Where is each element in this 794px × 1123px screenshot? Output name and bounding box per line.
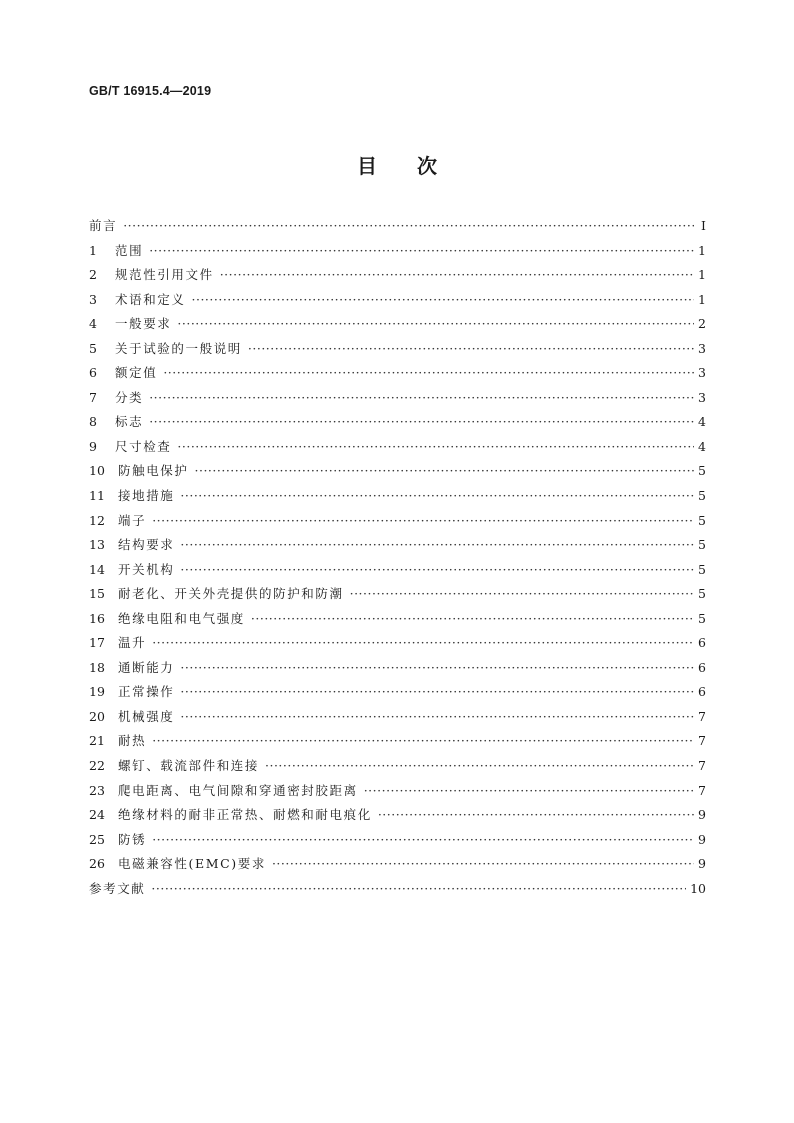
- toc-dot-leader: [248, 337, 694, 362]
- toc-entry-number: 26: [89, 856, 105, 872]
- toc-entry-label: 爬电距离、电气间隙和穿通密封胶距离: [118, 782, 358, 798]
- toc-entry[interactable]: [89, 337, 706, 362]
- toc-entry-number: 1: [89, 242, 97, 258]
- toc-entry[interactable]: [89, 484, 706, 509]
- toc-entry-label: 标志: [115, 414, 144, 430]
- toc-dot-leader: [364, 779, 694, 804]
- toc-entry-page: 9: [698, 807, 706, 823]
- toc-entry-number: 23: [89, 782, 105, 798]
- toc-entry-label: 耐老化、开关外壳提供的防护和防潮: [118, 586, 344, 602]
- toc-entry-number: 8: [89, 414, 97, 430]
- toc-entry-page: 2: [698, 316, 706, 332]
- toc-entry-label: 结构要求: [118, 537, 175, 553]
- toc-dot-leader: [350, 582, 694, 607]
- toc-dot-leader: [152, 509, 694, 534]
- toc-entry-page: 4: [698, 414, 706, 430]
- toc-entry-page: 3: [698, 365, 706, 381]
- toc-entry-label: 防锈: [118, 831, 147, 847]
- toc-entry-number: 5: [89, 340, 97, 356]
- toc-entry-number: 6: [89, 365, 97, 381]
- toc-entry-page: 5: [698, 537, 706, 553]
- toc-dot-leader: [180, 656, 694, 681]
- toc-entry[interactable]: [89, 410, 706, 435]
- page-title: [0, 150, 794, 179]
- toc-entry[interactable]: [89, 656, 706, 681]
- toc-entry-label: 一般要求: [115, 316, 172, 332]
- toc-dot-leader: [149, 386, 694, 411]
- toc-entry-page: 1: [698, 267, 706, 283]
- toc-entry[interactable]: [89, 729, 706, 754]
- toc-dot-leader: [149, 239, 694, 264]
- toc-entry-page: 10: [690, 880, 706, 896]
- toc-entry-page: 1: [698, 291, 706, 307]
- toc-dot-leader: [272, 852, 694, 877]
- toc-entry[interactable]: [89, 288, 706, 313]
- toc-dot-leader: [152, 631, 694, 656]
- toc-dot-leader: [180, 533, 694, 558]
- toc-entry[interactable]: [89, 779, 706, 804]
- toc-entry-page: 6: [698, 659, 706, 675]
- toc-entry-number: 3: [89, 291, 97, 307]
- toc-entry-label: 防触电保护: [118, 463, 189, 479]
- toc-entry-label: 术语和定义: [115, 291, 186, 307]
- toc-entry-page: 5: [698, 586, 706, 602]
- toc-entry-number: 4: [89, 316, 97, 332]
- toc-dot-leader: [151, 877, 686, 902]
- toc-entry-number: 21: [89, 733, 105, 749]
- toc-dot-leader: [177, 312, 694, 337]
- toc-entry-label: 正常操作: [118, 684, 175, 700]
- toc-entry-page: 1: [698, 242, 706, 258]
- toc-entry-label: 螺钉、载流部件和连接: [118, 758, 260, 774]
- toc-dot-leader: [180, 680, 694, 705]
- toc-entry-number: 19: [89, 684, 105, 700]
- toc-entry-page: 7: [698, 758, 706, 774]
- toc-entry-number: 13: [89, 537, 105, 553]
- toc-entry[interactable]: [89, 263, 706, 288]
- toc-entry[interactable]: [89, 877, 706, 902]
- toc-entry-page: 6: [698, 684, 706, 700]
- toc-entry[interactable]: [89, 607, 706, 632]
- toc-entry-label: 分类: [115, 389, 144, 405]
- toc-entry-label: 尺寸检查: [115, 438, 172, 454]
- toc-entry-label: 关于试验的一般说明: [115, 340, 242, 356]
- toc-dot-leader: [177, 435, 694, 460]
- toc-entry-page: 7: [698, 708, 706, 724]
- toc-dot-leader: [123, 214, 694, 239]
- toc-entry-number: 2: [89, 267, 97, 283]
- toc-entry[interactable]: [89, 754, 706, 779]
- toc-entry-number: 16: [89, 610, 105, 626]
- toc-entry-page: 3: [698, 389, 706, 405]
- toc-entry[interactable]: [89, 680, 706, 705]
- toc-dot-leader: [378, 803, 694, 828]
- toc-entry[interactable]: [89, 312, 706, 337]
- toc-dot-leader: [180, 558, 694, 583]
- toc-entry-number: 15: [89, 586, 105, 602]
- toc-entry-label: 参考文献: [89, 880, 146, 896]
- toc-entry-label: 接地措施: [118, 488, 175, 504]
- toc-entry[interactable]: [89, 803, 706, 828]
- toc-entry-label: 前言: [89, 218, 118, 233]
- toc-entry-number: 14: [89, 561, 105, 577]
- toc-dot-leader: [220, 263, 694, 288]
- toc-entry[interactable]: [89, 386, 706, 411]
- toc-entry-number: 12: [89, 512, 105, 528]
- toc-entry-number: 25: [89, 831, 105, 847]
- toc-entry[interactable]: [89, 361, 706, 386]
- toc-entry[interactable]: [89, 558, 706, 583]
- toc-entry-page: 5: [698, 488, 706, 504]
- toc-entry[interactable]: [89, 459, 706, 484]
- toc-entry-page: Ⅰ: [701, 218, 706, 233]
- toc-entry-label: 通断能力: [118, 659, 175, 675]
- toc-entry[interactable]: [89, 631, 706, 656]
- toc-entry-label: 绝缘电阻和电气强度: [118, 610, 245, 626]
- toc-dot-leader: [251, 607, 694, 632]
- toc-entry-page: 5: [698, 610, 706, 626]
- toc-entry[interactable]: [89, 705, 706, 730]
- toc-dot-leader: [149, 410, 694, 435]
- toc-entry-number: 24: [89, 807, 105, 823]
- toc-entry[interactable]: [89, 533, 706, 558]
- toc-entry-number: 9: [89, 438, 97, 454]
- toc-entry-page: 5: [698, 561, 706, 577]
- toc-entry-number: 20: [89, 708, 105, 724]
- toc-entry[interactable]: [89, 239, 706, 264]
- toc-dot-leader: [163, 361, 694, 386]
- toc-entry-page: 5: [698, 512, 706, 528]
- toc-entry[interactable]: [89, 435, 706, 460]
- toc-entry[interactable]: [89, 214, 706, 239]
- toc-entry-label: 机械强度: [118, 708, 175, 724]
- toc-entry-page: 7: [698, 733, 706, 749]
- toc-entry-label: 温升: [118, 635, 147, 651]
- toc-entry-label: 电磁兼容性(EMC)要求: [118, 856, 266, 872]
- toc-entry-number: 11: [89, 488, 105, 504]
- toc-entry-label: 范围: [115, 242, 144, 258]
- toc-dot-leader: [265, 754, 694, 779]
- toc-dot-leader: [180, 484, 694, 509]
- toc-entry-number: 7: [89, 389, 97, 405]
- toc-entry-page: 3: [698, 340, 706, 356]
- toc-entry-page: 9: [698, 856, 706, 872]
- standard-number: GB/T 16915.4—2019: [89, 84, 212, 98]
- toc-entry-page: 5: [698, 463, 706, 479]
- toc-entry-number: 22: [89, 758, 105, 774]
- toc-entry-page: 9: [698, 831, 706, 847]
- table-of-contents: [89, 214, 706, 901]
- toc-entry-number: 18: [89, 659, 105, 675]
- toc-entry-label: 开关机构: [118, 561, 175, 577]
- toc-entry-page: 7: [698, 782, 706, 798]
- toc-entry[interactable]: [89, 852, 706, 877]
- toc-dot-leader: [152, 729, 694, 754]
- toc-dot-leader: [195, 459, 694, 484]
- toc-dot-leader: [192, 288, 694, 313]
- toc-entry[interactable]: [89, 509, 706, 534]
- page-title-char-1: 目: [357, 154, 377, 178]
- page-title-char-2: 次: [417, 154, 437, 178]
- toc-entry-page: 4: [698, 438, 706, 454]
- toc-entry-number: 17: [89, 635, 105, 651]
- toc-dot-leader: [180, 705, 694, 730]
- toc-entry-label: 绝缘材料的耐非正常热、耐燃和耐电痕化: [118, 807, 372, 823]
- toc-entry-page: 6: [698, 635, 706, 651]
- toc-entry[interactable]: [89, 828, 706, 853]
- toc-entry[interactable]: [89, 582, 706, 607]
- toc-entry-number: 10: [89, 463, 105, 479]
- toc-entry-label: 额定值: [115, 365, 158, 381]
- toc-entry-label: 耐热: [118, 733, 147, 749]
- toc-entry-label: 端子: [118, 512, 147, 528]
- toc-entry-label: 规范性引用文件: [115, 267, 214, 283]
- toc-dot-leader: [152, 828, 694, 853]
